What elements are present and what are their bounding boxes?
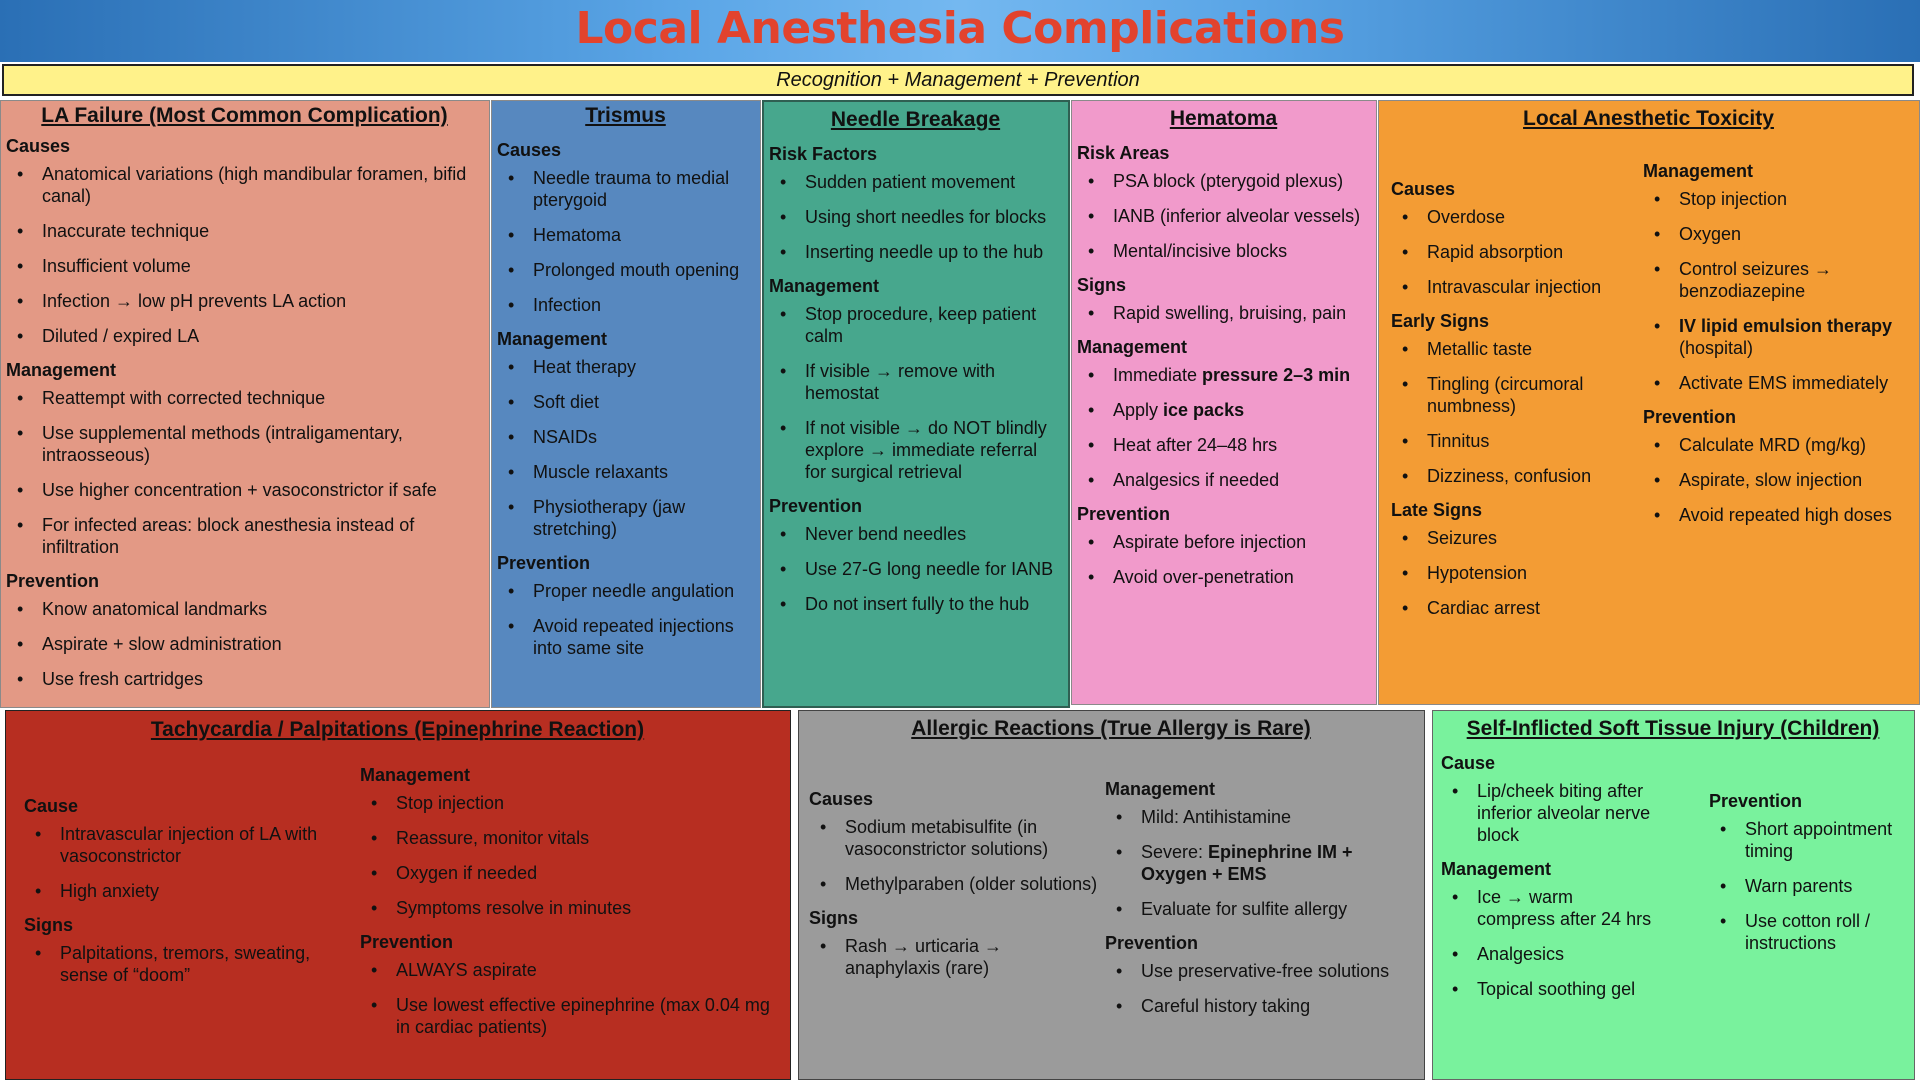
toxicity-early-label: Early Signs [1391,311,1490,331]
tachycardia-left-column [24,771,344,999]
soft-tissue-management-label: Management [1441,859,1552,879]
tachycardia-prevention-list [360,959,780,1038]
toxicity-left-column [1391,161,1636,632]
toxicity-late-label: Late Signs [1391,500,1483,520]
list-item: • Do not insert fully to the hub [769,593,1062,615]
allergy-prevention-label: Prevention [1105,933,1199,953]
list-item: • Needle trauma to medial pterygoid [497,167,754,211]
list-item: • High anxiety [24,880,344,902]
list-item: • Mild: Antihistamine [1105,806,1417,828]
list-item: • Stop procedure, keep patient calm [769,303,1062,347]
list-item: • Inserting needle up to the hub [769,241,1062,263]
needle-prevention-label: Prevention [769,496,863,516]
soft-tissue-cause-list [1441,780,1656,846]
tachycardia-right-column [360,765,780,1051]
la-failure-causes-list [6,163,483,347]
list-item: • Using short needles for blocks [769,206,1062,228]
list-item: • Use cotton roll / instructions [1709,910,1899,954]
allergy-management-label: Management [1105,779,1216,799]
toxicity-causes-label: Causes [1391,179,1456,199]
soft-tissue-panel [1432,710,1915,1080]
toxicity-causes-list [1391,206,1636,298]
list-item: • If not visible → do NOT blindly explore → immediate referral for surgical retrieval [769,417,1062,483]
tachycardia-management-label: Management [360,765,471,785]
list-item: • NSAIDs [497,426,754,448]
list-item: • Reattempt with corrected technique [6,387,483,409]
list-item: • Never bend needles [769,523,1062,545]
list-item: • Oxygen if needed [360,862,780,884]
list-item: • Soft diet [497,391,754,413]
allergy-heading: Allergic Reactions (True Allergy is Rare) [911,717,1311,740]
list-item: • Aspirate before injection [1077,531,1370,553]
needle-breakage-panel [762,100,1070,708]
list-item: • Metallic taste [1391,338,1636,360]
allergy-right-column [1105,771,1417,1030]
list-item: • Tingling (circumoral numbness) [1391,373,1636,417]
toxicity-management-label: Management [1643,161,1754,181]
list-item: • Careful history taking [1105,995,1417,1017]
item-emphasis: IV lipid emulsion therapy [1679,316,1893,336]
tachycardia-heading: Tachycardia / Palpitations (Epinephrine Reaction) [150,718,645,741]
allergy-causes-list [809,816,1099,895]
item-emphasis: ice packs [1163,400,1245,420]
toxicity-panel [1378,100,1920,705]
list-item: • Rapid swelling, bruising, pain [1077,302,1370,324]
soft-tissue-heading: Self-Inflicted Soft Tissue Injury (Children) [1466,717,1880,740]
list-item: • Palpitations, tremors, sweating, sense of “doom” [24,942,344,986]
soft-tissue-cause-label: Cause [1441,753,1496,773]
list-item: • Anatomical variations (high mandibular foramen, bifid canal) [6,163,483,207]
item-text: Apply [1113,400,1164,420]
allergy-management-list [1105,806,1417,920]
list-item: • Oxygen [1643,223,1911,245]
toxicity-prevention-list [1643,434,1911,526]
list-item: • Dizziness, confusion [1391,465,1636,487]
hematoma-management-rest-list [1077,434,1370,491]
list-item: • Use higher concentration + vasoconstrictor if safe [6,479,483,501]
list-item: • Insufficient volume [6,255,483,277]
list-item: • Methylparaben (older solutions) [809,873,1099,895]
list-item: • Warn parents [1709,875,1899,897]
list-item: • Evaluate for sulfite allergy [1105,898,1417,920]
needle-risk-list [769,171,1062,263]
list-item: • Heat after 24–48 hrs [1077,434,1370,456]
list-item: • Analgesics [1441,943,1656,965]
item-text: Severe: [1141,842,1209,862]
hematoma-panel [1071,100,1377,705]
list-item [1077,364,1370,386]
list-item: • Hematoma [497,224,754,246]
list-item [1643,315,1911,359]
list-item: • Use lowest effective epinephrine (max 0.04 mg in cardiac patients) [360,994,780,1038]
list-item [1077,399,1370,421]
item-emphasis: Epinephrine IM + Oxygen + EMS [1141,842,1353,884]
list-item: • Heat therapy [497,356,754,378]
page-subtitle: Recognition + Management + Prevention [2,64,1914,96]
list-item: • Symptoms resolve in minutes [360,897,780,919]
toxicity-management-list [1643,188,1911,302]
tachycardia-prevention-label: Prevention [360,932,454,952]
list-item: • Calculate MRD (mg/kg) [1643,434,1911,456]
allergy-signs-label: Signs [809,908,859,928]
list-item: • Aspirate, slow injection [1643,469,1911,491]
la-failure-management-label: Management [6,360,117,380]
soft-tissue-management-list [1441,886,1656,1000]
soft-tissue-right-column [1709,791,1899,967]
hematoma-management-list [1077,364,1370,421]
hematoma-risk-label: Risk Areas [1077,143,1170,163]
title-banner [0,0,1920,62]
list-item: • Sodium metabisulfite (in vasoconstrictor solutions) [809,816,1099,860]
allergy-panel [798,710,1425,1080]
list-item: • Stop injection [1643,188,1911,210]
needle-breakage-heading: Needle Breakage [830,108,1001,131]
list-item: • Analgesics if needed [1077,469,1370,491]
list-item: • Topical soothing gel [1441,978,1656,1000]
la-failure-panel [0,100,490,708]
allergy-signs-list [809,935,1099,979]
list-item: • Diluted / expired LA [6,325,483,347]
list-item: • Sudden patient movement [769,171,1062,193]
toxicity-heading: Local Anesthetic Toxicity [1523,107,1774,130]
hematoma-prevention-label: Prevention [1077,504,1171,524]
list-item: • Lip/cheek biting after inferior alveolar nerve block [1441,780,1656,846]
tachycardia-panel [5,710,791,1080]
trismus-management-list [497,356,754,540]
needle-prevention-list [769,523,1062,615]
item-text: (hospital) [1679,338,1754,358]
allergy-prevention-list [1105,960,1417,1017]
list-item: • Aspirate + slow administration [6,633,483,655]
allergy-causes-label: Causes [809,789,874,809]
list-item: • PSA block (pterygoid plexus) [1077,170,1370,192]
list-item: • Reassure, monitor vitals [360,827,780,849]
page-title: Local Anesthesia Complications [575,3,1345,54]
list-item: • Cardiac arrest [1391,597,1636,619]
la-failure-prevention-list [6,598,483,690]
list-item: • Seizures [1391,527,1636,549]
toxicity-early-list [1391,338,1636,487]
item-emphasis: pressure 2–3 min [1202,365,1351,385]
list-item: • Use fresh cartridges [6,668,483,690]
list-item: • IANB (inferior alveolar vessels) [1077,205,1370,227]
tachycardia-signs-label: Signs [24,915,74,935]
trismus-causes-list [497,167,754,316]
trismus-panel [491,100,761,708]
list-item: • Control seizures → benzodiazepine [1643,258,1911,302]
list-item: • Intravascular injection [1391,276,1636,298]
list-item: • Muscle relaxants [497,461,754,483]
list-item: • Physiotherapy (jaw stretching) [497,496,754,540]
list-item: • Avoid over-penetration [1077,566,1370,588]
list-item: • Ice → warm compress after 24 hrs [1441,886,1656,930]
item-text: Immediate [1113,365,1203,385]
list-item: • Activate EMS immediately [1643,372,1911,394]
trismus-heading: Trismus [585,104,666,127]
tachycardia-signs-list [24,942,344,986]
toxicity-right-column [1643,161,1911,539]
hematoma-management-label: Management [1077,337,1188,357]
list-item: • Rash → urticaria → anaphylaxis (rare) [809,935,1099,979]
allergy-left-column [809,777,1099,992]
needle-management-list [769,303,1062,483]
list-item [1105,841,1417,885]
soft-tissue-prevention-label: Prevention [1709,791,1803,811]
trismus-causes-label: Causes [497,140,562,160]
list-item: • Stop injection [360,792,780,814]
list-item: • Avoid repeated high doses [1643,504,1911,526]
la-failure-heading: LA Failure (Most Common Complication) [41,104,448,127]
list-item: • Use 27-G long needle for IANB [769,558,1062,580]
trismus-prevention-list [497,580,754,659]
list-item: • Use supplemental methods (intraligamentary, intraosseous) [6,422,483,466]
hematoma-risk-list [1077,170,1370,262]
soft-tissue-prevention-list [1709,818,1899,954]
list-item: • Tinnitus [1391,430,1636,452]
list-item: • Short appointment timing [1709,818,1899,862]
trismus-management-label: Management [497,329,608,349]
hematoma-signs-label: Signs [1077,275,1127,295]
la-failure-causes-label: Causes [6,136,71,156]
needle-management-label: Management [769,276,880,296]
list-item: • Know anatomical landmarks [6,598,483,620]
list-item: • Proper needle angulation [497,580,754,602]
toxicity-lipid-list [1643,315,1911,359]
list-item: • Overdose [1391,206,1636,228]
hematoma-prevention-list [1077,531,1370,588]
toxicity-late-list [1391,527,1636,619]
list-item: • Avoid repeated injections into same site [497,615,754,659]
list-item: • Rapid absorption [1391,241,1636,263]
list-item: • Intravascular injection of LA with vasoconstrictor [24,823,344,867]
list-item: • ALWAYS aspirate [360,959,780,981]
trismus-prevention-label: Prevention [497,553,591,573]
list-item: • Mental/incisive blocks [1077,240,1370,262]
list-item: • Hypotension [1391,562,1636,584]
needle-risk-label: Risk Factors [769,144,878,164]
list-item: • Infection → low pH prevents LA action [6,290,483,312]
toxicity-management-b-list [1643,372,1911,394]
list-item: • Prolonged mouth opening [497,259,754,281]
hematoma-heading: Hematoma [1169,107,1278,130]
la-failure-management-list [6,387,483,558]
toxicity-prevention-label: Prevention [1643,407,1737,427]
list-item: • Infection [497,294,754,316]
list-item: • For infected areas: block anesthesia instead of infiltration [6,514,483,558]
tachycardia-cause-label: Cause [24,796,79,816]
tachycardia-cause-list [24,823,344,902]
tachycardia-management-list [360,792,780,919]
hematoma-signs-list [1077,302,1370,324]
list-item: • Inaccurate technique [6,220,483,242]
soft-tissue-left-column [1441,753,1656,1013]
list-item: • If visible → remove with hemostat [769,360,1062,404]
list-item: • Use preservative-free solutions [1105,960,1417,982]
la-failure-prevention-label: Prevention [6,571,100,591]
